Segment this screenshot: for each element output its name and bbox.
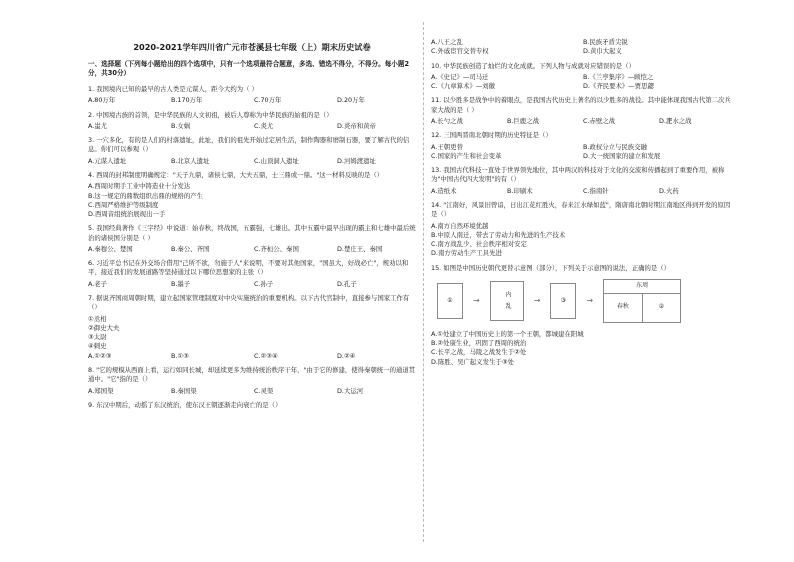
figure-label-1: ① <box>447 296 453 304</box>
answer-option[interactable]: B.政权分立与民族交融 <box>583 142 647 151</box>
answer-option[interactable]: D.20万年 <box>337 96 365 105</box>
right-question-list <box>431 38 731 273</box>
question <box>431 62 731 92</box>
answer-option[interactable]: C.齐桓公、秦国 <box>254 244 299 253</box>
question-stem: 14. "江南好，风景旧曾谙，日出江花红胜火，春来江水绿如蓝"，隋唐南北朝时期江南地区得到开发的原因是（） <box>431 200 731 219</box>
answer-option[interactable]: C.炎尤 <box>254 121 274 130</box>
option-group <box>88 122 416 131</box>
answer-option[interactable]: D.孔子 <box>337 279 357 288</box>
question-stem: 5. 我国经典著作《三字经》中说道：始春秋，终战国，五霸强，七雄出。其中五霸中最早出现的霸主和七雄中最后统治的诸侯国分别是（ ） <box>88 224 416 242</box>
figure-label-3: ③ <box>560 296 567 304</box>
question <box>431 96 731 126</box>
question <box>431 201 731 259</box>
figure-label-dongzhou: 东周 <box>604 280 680 294</box>
answer-option[interactable]: A.郑国渠 <box>88 386 114 395</box>
answer-option[interactable]: C.70万年 <box>254 96 282 105</box>
question <box>88 294 416 361</box>
section-heading: 一、选择题（下列每小题给出的四个选项中，只有一个选项最符合题意，多选、错选不得分，不得分。每小题2分，共30分） <box>88 59 410 78</box>
question-stem: 3. 一穴多化，有的是人们的村落遗址，此址，我们的祖先开始过定居生活，制作陶器和磨制石器，要了解古代的信息。你们可以参观（） <box>88 136 410 154</box>
answer-option[interactable]: C.外戚宦官交替专权 <box>431 47 489 56</box>
answer-option[interactable]: ②御史大夫 <box>88 323 120 332</box>
option-group <box>431 73 731 92</box>
figure-box-1 <box>437 283 463 319</box>
answer-option[interactable]: B.中原人南迁，带去了劳动力和先进的生产技术 <box>431 230 566 239</box>
answer-option[interactable]: B.②处康生业，巩固了西周的统治 <box>431 339 527 348</box>
answer-option[interactable]: B.170万年 <box>171 96 203 105</box>
answer-option[interactable]: D.南方劳动生产工具先进 <box>431 249 502 258</box>
answer-option[interactable]: C.《九章算术》—刘徽 <box>431 82 496 91</box>
answer-option[interactable]: A.西周时期手工业中铸造业十分发达 <box>88 182 191 191</box>
question <box>88 111 416 132</box>
answer-option[interactable]: A.长勺之战 <box>431 116 463 125</box>
answer-option[interactable]: A.80万年 <box>88 96 116 105</box>
answer-option[interactable]: D.楚庄王、秦国 <box>337 244 383 253</box>
figure-label-2: 内 乱 <box>504 290 512 311</box>
question <box>431 264 731 273</box>
answer-option[interactable]: A.秦穆公、楚国 <box>88 244 133 253</box>
right-column <box>431 38 731 372</box>
figure-label-chunqiu: 春秋 <box>604 294 643 322</box>
figure-label-4: ② <box>658 303 665 311</box>
option-group <box>88 182 416 219</box>
answer-option[interactable]: C.西周严格维护等级制度 <box>88 200 159 209</box>
question-stem: 9. 东汉中期后，动摇了东汉统治，使东汉王朝逐渐走向衰亡的是（） <box>88 400 282 409</box>
option-group <box>88 315 416 352</box>
question-stem: 15. 如图是中国历史朝代更替示意图（部分），下列关于示意图的说法，正确的是（） <box>431 263 671 272</box>
answer-option[interactable]: D.炎帝和黄帝 <box>337 121 376 130</box>
answer-option[interactable]: B.秦公、齐国 <box>171 244 210 253</box>
right-question-list-tail <box>431 330 731 367</box>
answer-option[interactable]: B.《兰亭集序》—顾恺之 <box>583 72 654 81</box>
arrow-icon: → <box>473 296 480 306</box>
answer-option[interactable]: D.②④ <box>337 351 356 360</box>
answer-option[interactable]: B.女娲 <box>171 121 191 130</box>
arrow-icon: → <box>586 296 594 306</box>
answer-option[interactable]: A.造纸术 <box>431 186 457 195</box>
question <box>88 171 416 219</box>
answer-option[interactable]: C.孙子 <box>254 279 274 288</box>
option-group <box>88 157 416 166</box>
answer-option[interactable]: A.《史记》—司马迁 <box>431 72 489 81</box>
answer-option[interactable]: C.山顶洞人遗址 <box>254 156 299 165</box>
question-stem: 7. 据说齐国商周朝时期，建立起国家管理制度对中央实施统治的重要机构。以下古代官制中，直接参与国家工作有（） <box>88 294 410 312</box>
question <box>88 224 416 254</box>
figure-box-4 <box>603 279 681 323</box>
answer-option[interactable]: A.老子 <box>88 279 108 288</box>
option-group <box>431 143 731 162</box>
question-stem: 6. 习近平总书记在外交场合借用"己所不欲，勿施于人"来说明，不要对其他国家，"国虽大，好战必亡"，规劝以和平、接近我们的发展道路等坚持通过以下哪位思想家的主张（） <box>88 259 409 277</box>
answer-option[interactable]: C.南方战乱少、社会秩序相对安定 <box>431 240 527 249</box>
option-group <box>88 280 416 289</box>
answer-option[interactable]: C.长平之战，马陵之战发生于②处 <box>431 348 527 357</box>
answer-option[interactable]: B.墨子 <box>171 279 191 288</box>
column-divider <box>423 22 424 542</box>
answer-option[interactable]: D.陈胜、吴广起义发生于③处 <box>431 357 514 366</box>
option-group <box>88 96 416 105</box>
question <box>431 330 731 367</box>
answer-option[interactable]: D.火药 <box>659 186 679 195</box>
answer-option[interactable]: B.北京人遗址 <box>171 156 210 165</box>
answer-option[interactable]: D.河姆渡遗址 <box>337 156 376 165</box>
question <box>88 366 416 396</box>
question <box>431 38 731 57</box>
option-group <box>431 187 731 196</box>
answer-option[interactable]: B.这一规定的鼎数组织出鼎的规格的产生 <box>88 191 204 200</box>
exam-title: 2020-2021学年四川省广元市苍溪县七年级（上）期末历史试卷 <box>133 42 371 52</box>
question-stem: 12. 三国两晋南北朝时期的历史特征是（） <box>431 131 552 140</box>
question-stem: 2. 中国境古族的首领，是中华民族的人文初祖，被后人尊称为中华民族的始祖的是（） <box>88 110 333 119</box>
figure-box-2 <box>490 281 524 321</box>
question-stem: 11. 以少胜多是战争中的着眼点，是我国古代历史上著名的以少胜多的战役。其中能体现我国古代第二次兵家大战的是（ ） <box>431 96 731 114</box>
answer-option[interactable]: D.西周音组统治展现出一手 <box>88 210 166 219</box>
answer-option[interactable]: A.元谋人遗址 <box>88 156 127 165</box>
option-group <box>431 38 731 57</box>
answer-option[interactable]: B.民族矛盾尖锐 <box>583 38 628 46</box>
answer-option[interactable]: B.印刷术 <box>507 186 533 195</box>
dynasty-figure <box>437 278 731 324</box>
question-stem: 1. 我国境内已知的最早的古人类是元谋人，距今大约为（ ） <box>88 84 258 93</box>
answer-option[interactable]: A.八王之乱 <box>431 38 463 46</box>
answer-option[interactable]: C.灵渠 <box>254 386 274 395</box>
option-group <box>431 117 731 126</box>
answer-option[interactable]: A.南方自然环境优越 <box>431 221 489 230</box>
answer-option[interactable]: A.①处建立了中国历史上的第一个王朝，都城建在阳城 <box>431 329 584 338</box>
answer-option[interactable]: C.赤壁之战 <box>583 116 616 125</box>
answer-option[interactable]: D.大运河 <box>337 386 364 395</box>
answer-option[interactable]: B.①③ <box>171 351 189 360</box>
question <box>431 131 731 161</box>
left-column <box>88 38 416 415</box>
answer-option[interactable]: D.黄巾大起义 <box>583 47 622 56</box>
answer-option[interactable]: B.巨鹿之战 <box>507 116 539 125</box>
option-group <box>88 352 416 361</box>
answer-option[interactable]: C.指南针 <box>583 186 609 195</box>
answer-option[interactable]: ④刺史 <box>88 342 107 351</box>
answer-option[interactable]: D.淝水之战 <box>659 116 692 125</box>
answer-option[interactable]: ①丞相 <box>88 314 107 323</box>
figure-box-3 <box>550 283 576 319</box>
left-question-list <box>88 85 416 410</box>
question <box>88 136 416 166</box>
question-stem: 4. 西周的封邦制度明确规定："天子九鼎，诸侯七鼎，大夫五鼎，士三鼎或一鼎。"这一材料反映的是（） <box>88 170 384 179</box>
option-group <box>88 387 416 396</box>
question <box>431 166 731 196</box>
question <box>88 401 416 410</box>
option-group <box>88 245 416 254</box>
answer-option[interactable]: A.蚩尤 <box>88 121 108 130</box>
answer-option[interactable]: C.②③④ <box>254 351 278 360</box>
question-stem: 8. "它的规模从西面上看，运行如同长城，却延续更多为维持统治秩序干年，"由于它的修建，使得秦朝统一的通道贯通中。"它"指的是（） <box>88 366 416 384</box>
answer-option[interactable]: D.大一统国家的建立和发展 <box>583 151 661 160</box>
question <box>88 85 416 106</box>
answer-option[interactable]: A.王朝更替 <box>431 142 463 151</box>
answer-option[interactable]: C.国家的产生和社会变革 <box>431 151 502 160</box>
arrow-icon: → <box>533 296 541 306</box>
answer-option[interactable]: A.①②③ <box>88 351 112 360</box>
answer-option[interactable]: ③太尉 <box>88 333 107 342</box>
option-group <box>431 330 731 367</box>
answer-option[interactable]: D.《齐民要术》—贾思勰 <box>583 82 654 91</box>
question-stem: 10. 中华民族创造了灿烂的文化成就。下列人物与成就对应错误的是（） <box>431 61 635 70</box>
question-stem: 13. 我国古代科技一直处于世界领先地位，其中两汉的科技对于文化的交流和传播起到了重要作用，被称为"中国古代四大发明"的有（） <box>431 166 725 184</box>
question <box>88 259 416 289</box>
answer-option[interactable]: B.秦国渠 <box>171 386 197 395</box>
option-group <box>431 222 731 259</box>
